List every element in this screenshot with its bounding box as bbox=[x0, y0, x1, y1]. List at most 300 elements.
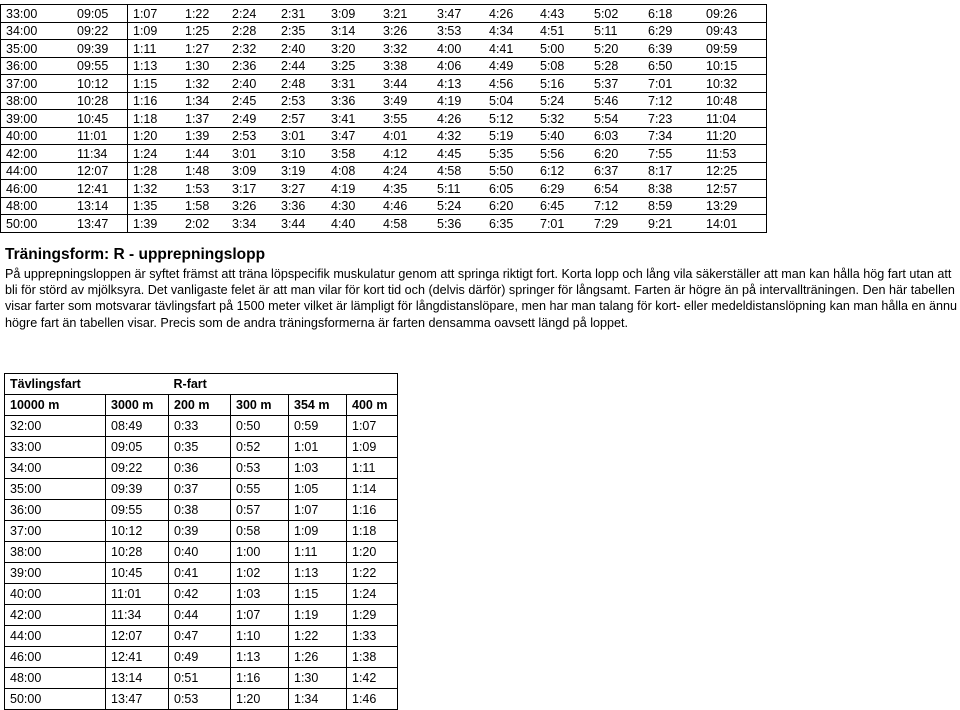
table-cell: 5:02 bbox=[589, 5, 643, 23]
table-cell: 0:55 bbox=[231, 479, 289, 500]
table-row bbox=[1, 40, 767, 58]
col-header-10000m: 10000 m bbox=[5, 395, 106, 416]
table-cell: 3:53 bbox=[432, 22, 484, 40]
table-cell: 6:50 bbox=[643, 57, 701, 75]
table-cell: 4:26 bbox=[484, 5, 535, 23]
table-cell: 4:43 bbox=[535, 5, 589, 23]
table-cell: 1:32 bbox=[180, 75, 227, 93]
table-cell: 1:07 bbox=[128, 5, 181, 23]
table-cell: 0:47 bbox=[169, 626, 231, 647]
table-cell: 4:34 bbox=[484, 22, 535, 40]
table-cell: 6:35 bbox=[484, 215, 535, 233]
table-cell: 3:27 bbox=[276, 180, 326, 198]
table-cell: 4:46 bbox=[378, 197, 432, 215]
table-cell: 0:41 bbox=[169, 563, 231, 584]
table-cell: 1:42 bbox=[347, 668, 398, 689]
table-cell: 1:09 bbox=[289, 521, 347, 542]
table-cell: 6:39 bbox=[643, 40, 701, 58]
table-cell: 0:38 bbox=[169, 500, 231, 521]
table-cell: 1:13 bbox=[289, 563, 347, 584]
col-header-200m: 200 m bbox=[169, 395, 231, 416]
table-cell: 1:28 bbox=[128, 162, 181, 180]
table-row bbox=[1, 197, 767, 215]
table-cell: 33:00 bbox=[1, 5, 73, 23]
table-cell: 2:40 bbox=[276, 40, 326, 58]
table-cell: 1:09 bbox=[347, 437, 398, 458]
table-cell: 3:01 bbox=[227, 145, 276, 163]
table-cell: 08:49 bbox=[106, 416, 169, 437]
table-cell: 2:40 bbox=[227, 75, 276, 93]
table-row bbox=[5, 584, 398, 605]
table-row bbox=[1, 145, 767, 163]
table-cell: 3:17 bbox=[227, 180, 276, 198]
table-cell: 4:12 bbox=[378, 145, 432, 163]
table-cell: 3:01 bbox=[276, 127, 326, 145]
table-cell: 1:37 bbox=[180, 110, 227, 128]
table-cell: 10:45 bbox=[72, 110, 128, 128]
table-cell: 2:35 bbox=[276, 22, 326, 40]
table-cell: 14:01 bbox=[701, 215, 767, 233]
table-cell: 5:35 bbox=[484, 145, 535, 163]
table-cell: 0:36 bbox=[169, 458, 231, 479]
table-cell: 1:22 bbox=[347, 563, 398, 584]
table-cell: 10:45 bbox=[106, 563, 169, 584]
table-cell: 13:47 bbox=[72, 215, 128, 233]
table-cell: 1:58 bbox=[180, 197, 227, 215]
table-cell: 35:00 bbox=[5, 479, 106, 500]
table-cell: 5:50 bbox=[484, 162, 535, 180]
table-cell: 1:35 bbox=[128, 197, 181, 215]
table-cell: 1:01 bbox=[289, 437, 347, 458]
table-cell: 3:47 bbox=[326, 127, 378, 145]
table-cell: 1:29 bbox=[347, 605, 398, 626]
table-cell: 11:53 bbox=[701, 145, 767, 163]
table-cell: 44:00 bbox=[1, 162, 73, 180]
table-cell: 4:26 bbox=[432, 110, 484, 128]
table-cell: 3:25 bbox=[326, 57, 378, 75]
table-cell: 4:40 bbox=[326, 215, 378, 233]
table-cell: 50:00 bbox=[5, 689, 106, 710]
table-cell: 1:14 bbox=[347, 479, 398, 500]
table-cell: 48:00 bbox=[5, 668, 106, 689]
table-cell: 39:00 bbox=[5, 563, 106, 584]
table-cell: 36:00 bbox=[5, 500, 106, 521]
table-cell: 3:09 bbox=[227, 162, 276, 180]
table-cell: 7:29 bbox=[589, 215, 643, 233]
table-cell: 2:44 bbox=[276, 57, 326, 75]
table-cell: 1:22 bbox=[180, 5, 227, 23]
table-cell: 37:00 bbox=[5, 521, 106, 542]
table-cell: 7:55 bbox=[643, 145, 701, 163]
table-cell: 1:34 bbox=[289, 689, 347, 710]
table-cell: 3:36 bbox=[276, 197, 326, 215]
table-cell: 11:20 bbox=[701, 127, 767, 145]
table-cell: 5:11 bbox=[589, 22, 643, 40]
table-cell: 5:54 bbox=[589, 110, 643, 128]
section-body bbox=[5, 266, 960, 331]
table-cell: 37:00 bbox=[1, 75, 73, 93]
table-cell: 7:23 bbox=[643, 110, 701, 128]
table-cell: 4:30 bbox=[326, 197, 378, 215]
table-cell: 8:38 bbox=[643, 180, 701, 198]
table-row bbox=[5, 416, 398, 437]
table-cell: 6:37 bbox=[589, 162, 643, 180]
table-cell: 12:25 bbox=[701, 162, 767, 180]
table-cell: 1:26 bbox=[289, 647, 347, 668]
table-row bbox=[5, 626, 398, 647]
table-cell: 48:00 bbox=[1, 197, 73, 215]
table-cell: 0:58 bbox=[231, 521, 289, 542]
pace-table-body bbox=[1, 5, 767, 233]
table-cell: 1:16 bbox=[347, 500, 398, 521]
table-cell: 3:44 bbox=[378, 75, 432, 93]
table-cell: 7:34 bbox=[643, 127, 701, 145]
table-cell: 2:02 bbox=[180, 215, 227, 233]
table-cell: 7:01 bbox=[535, 215, 589, 233]
table-cell: 3:38 bbox=[378, 57, 432, 75]
table-cell: 0:33 bbox=[169, 416, 231, 437]
table-cell: 3:26 bbox=[227, 197, 276, 215]
table-cell: 50:00 bbox=[1, 215, 73, 233]
table-cell: 5:08 bbox=[535, 57, 589, 75]
table-cell: 1:18 bbox=[128, 110, 181, 128]
table-cell: 3:26 bbox=[378, 22, 432, 40]
table-cell: 09:39 bbox=[106, 479, 169, 500]
table-row bbox=[1, 5, 767, 23]
table-cell: 1:46 bbox=[347, 689, 398, 710]
table-cell: 12:07 bbox=[72, 162, 128, 180]
table-cell: 09:26 bbox=[701, 5, 767, 23]
table-cell: 3:41 bbox=[326, 110, 378, 128]
table-cell: 2:36 bbox=[227, 57, 276, 75]
table-cell: 11:01 bbox=[72, 127, 128, 145]
table-cell: 0:44 bbox=[169, 605, 231, 626]
table-cell: 0:57 bbox=[231, 500, 289, 521]
table-cell: 6:18 bbox=[643, 5, 701, 23]
table-cell: 10:12 bbox=[72, 75, 128, 93]
table-cell: 5:28 bbox=[589, 57, 643, 75]
table-cell: 1:39 bbox=[128, 215, 181, 233]
table-cell: 3:49 bbox=[378, 92, 432, 110]
table-cell: 1:48 bbox=[180, 162, 227, 180]
table-cell: 44:00 bbox=[5, 626, 106, 647]
table-cell: 4:51 bbox=[535, 22, 589, 40]
table-cell: 0:53 bbox=[231, 458, 289, 479]
table-cell: 4:45 bbox=[432, 145, 484, 163]
table-cell: 39:00 bbox=[1, 110, 73, 128]
table-cell: 40:00 bbox=[1, 127, 73, 145]
table-cell: 3:34 bbox=[227, 215, 276, 233]
table-cell: 0:37 bbox=[169, 479, 231, 500]
table-cell: 5:56 bbox=[535, 145, 589, 163]
table-cell: 1:07 bbox=[231, 605, 289, 626]
table-cell: 1:03 bbox=[289, 458, 347, 479]
table-cell: 12:57 bbox=[701, 180, 767, 198]
table-cell: 8:59 bbox=[643, 197, 701, 215]
table-cell: 2:53 bbox=[276, 92, 326, 110]
table-cell: 0:42 bbox=[169, 584, 231, 605]
table-cell: 42:00 bbox=[5, 605, 106, 626]
table-cell: 5:46 bbox=[589, 92, 643, 110]
table-cell: 12:41 bbox=[72, 180, 128, 198]
table-cell: 4:49 bbox=[484, 57, 535, 75]
table-cell: 5:37 bbox=[589, 75, 643, 93]
table-row bbox=[5, 521, 398, 542]
table-cell: 3:36 bbox=[326, 92, 378, 110]
table-cell: 4:58 bbox=[378, 215, 432, 233]
table-cell: 2:57 bbox=[276, 110, 326, 128]
table-cell: 5:19 bbox=[484, 127, 535, 145]
table-cell: 09:05 bbox=[72, 5, 128, 23]
table-cell: 1:11 bbox=[347, 458, 398, 479]
table-cell: 6:45 bbox=[535, 197, 589, 215]
table-cell: 1:25 bbox=[180, 22, 227, 40]
table-cell: 1:39 bbox=[180, 127, 227, 145]
table-cell: 3:31 bbox=[326, 75, 378, 93]
table-cell: 2:24 bbox=[227, 5, 276, 23]
table-cell: 1:11 bbox=[128, 40, 181, 58]
r-pace-table bbox=[4, 373, 398, 710]
table-cell: 10:12 bbox=[106, 521, 169, 542]
table-cell: 3:21 bbox=[378, 5, 432, 23]
table-cell: 10:15 bbox=[701, 57, 767, 75]
table-cell: 3:10 bbox=[276, 145, 326, 163]
table-cell: 1:07 bbox=[347, 416, 398, 437]
table-cell: 4:06 bbox=[432, 57, 484, 75]
table-cell: 1:44 bbox=[180, 145, 227, 163]
column-header-row bbox=[5, 395, 398, 416]
table-cell: 4:24 bbox=[378, 162, 432, 180]
table-cell: 6:05 bbox=[484, 180, 535, 198]
table-cell: 0:50 bbox=[231, 416, 289, 437]
table-cell: 3:58 bbox=[326, 145, 378, 163]
table-row bbox=[1, 22, 767, 40]
table-cell: 1:24 bbox=[128, 145, 181, 163]
table-cell: 3:55 bbox=[378, 110, 432, 128]
table-row bbox=[5, 542, 398, 563]
pace-table-continued bbox=[0, 4, 767, 233]
table-cell: 09:22 bbox=[106, 458, 169, 479]
table-cell: 38:00 bbox=[1, 92, 73, 110]
r-pace-group-header: R-fart bbox=[169, 374, 398, 395]
table-cell: 09:55 bbox=[106, 500, 169, 521]
table-cell: 42:00 bbox=[1, 145, 73, 163]
table-cell: 6:12 bbox=[535, 162, 589, 180]
table-cell: 2:49 bbox=[227, 110, 276, 128]
section-paragraph: På upprepningsloppen är syftet främst att träna löpspecifik muskulatur genom att springa riktigt fort. Korta lopp och lång vila säkerställer att man kan hålla hög fart utan att bli för störd av mjölksyra. Det vanligaste felet är att man vilar för kort tid och (delvis därför) springer för långsamt. Farten är högre än på intervallträningen. Den här tabellen visar farter som motsvarar tävlingsfart på 1500 meter vilket är lämpligt för långdistanslöpare, men har man talang för kort- eller medeldistanslöpning kan man hålla en ännu högre fart än tabellen visar. Precis som de andra träningsformerna är farten densamma oavsett längd på loppet. bbox=[5, 267, 957, 330]
table-cell: 5:00 bbox=[535, 40, 589, 58]
table-cell: 4:32 bbox=[432, 127, 484, 145]
table-row bbox=[5, 689, 398, 710]
table-cell: 6:29 bbox=[535, 180, 589, 198]
table-cell: 1:00 bbox=[231, 542, 289, 563]
race-pace-group-header: Tävlingsfart bbox=[5, 374, 169, 395]
table-cell: 4:56 bbox=[484, 75, 535, 93]
table-cell: 09:39 bbox=[72, 40, 128, 58]
table-cell: 1:24 bbox=[347, 584, 398, 605]
table-cell: 5:24 bbox=[535, 92, 589, 110]
table-cell: 9:21 bbox=[643, 215, 701, 233]
table-row bbox=[1, 215, 767, 233]
table-cell: 11:01 bbox=[106, 584, 169, 605]
table-cell: 1:27 bbox=[180, 40, 227, 58]
col-header-300m: 300 m bbox=[231, 395, 289, 416]
table-cell: 0:39 bbox=[169, 521, 231, 542]
table-cell: 6:54 bbox=[589, 180, 643, 198]
table-cell: 13:14 bbox=[72, 197, 128, 215]
table-cell: 1:32 bbox=[128, 180, 181, 198]
table-cell: 1:03 bbox=[231, 584, 289, 605]
table-cell: 5:12 bbox=[484, 110, 535, 128]
table-cell: 1:13 bbox=[231, 647, 289, 668]
table-cell: 38:00 bbox=[5, 542, 106, 563]
table-cell: 1:33 bbox=[347, 626, 398, 647]
table-cell: 32:00 bbox=[5, 416, 106, 437]
table-cell: 46:00 bbox=[1, 180, 73, 198]
table-cell: 13:14 bbox=[106, 668, 169, 689]
table-cell: 34:00 bbox=[5, 458, 106, 479]
table-row bbox=[5, 605, 398, 626]
table-row bbox=[1, 57, 767, 75]
section-title: Träningsform: R - upprepningslopp bbox=[5, 246, 266, 263]
table-cell: 1:13 bbox=[128, 57, 181, 75]
table-cell: 09:43 bbox=[701, 22, 767, 40]
table-cell: 11:34 bbox=[106, 605, 169, 626]
table-cell: 1:30 bbox=[289, 668, 347, 689]
table-cell: 1:19 bbox=[289, 605, 347, 626]
table-cell: 13:29 bbox=[701, 197, 767, 215]
table-cell: 5:24 bbox=[432, 197, 484, 215]
table-row bbox=[5, 458, 398, 479]
table-cell: 6:20 bbox=[589, 145, 643, 163]
table-cell: 5:40 bbox=[535, 127, 589, 145]
table-cell: 1:20 bbox=[128, 127, 181, 145]
table-cell: 40:00 bbox=[5, 584, 106, 605]
table-cell: 4:19 bbox=[432, 92, 484, 110]
table-cell: 33:00 bbox=[5, 437, 106, 458]
table-cell: 12:07 bbox=[106, 626, 169, 647]
table-cell: 09:59 bbox=[701, 40, 767, 58]
table-cell: 13:47 bbox=[106, 689, 169, 710]
table-cell: 34:00 bbox=[1, 22, 73, 40]
table-cell: 12:41 bbox=[106, 647, 169, 668]
table-cell: 0:53 bbox=[169, 689, 231, 710]
table-cell: 5:11 bbox=[432, 180, 484, 198]
table-cell: 11:04 bbox=[701, 110, 767, 128]
table-cell: 4:58 bbox=[432, 162, 484, 180]
table-cell: 2:28 bbox=[227, 22, 276, 40]
table-cell: 35:00 bbox=[1, 40, 73, 58]
table-cell: 5:04 bbox=[484, 92, 535, 110]
table-cell: 6:20 bbox=[484, 197, 535, 215]
table-cell: 4:35 bbox=[378, 180, 432, 198]
table-cell: 0:52 bbox=[231, 437, 289, 458]
table-cell: 09:05 bbox=[106, 437, 169, 458]
table-cell: 0:49 bbox=[169, 647, 231, 668]
table-cell: 6:03 bbox=[589, 127, 643, 145]
table-cell: 1:09 bbox=[128, 22, 181, 40]
table-row bbox=[5, 479, 398, 500]
table-cell: 1:05 bbox=[289, 479, 347, 500]
table-cell: 1:02 bbox=[231, 563, 289, 584]
table-cell: 46:00 bbox=[5, 647, 106, 668]
table-cell: 4:13 bbox=[432, 75, 484, 93]
table-cell: 0:59 bbox=[289, 416, 347, 437]
col-header-400m: 400 m bbox=[347, 395, 398, 416]
table-cell: 36:00 bbox=[1, 57, 73, 75]
table-cell: 10:28 bbox=[72, 92, 128, 110]
table-cell: 4:00 bbox=[432, 40, 484, 58]
group-header-row bbox=[5, 374, 398, 395]
table-cell: 1:22 bbox=[289, 626, 347, 647]
table-row bbox=[1, 110, 767, 128]
table-cell: 10:32 bbox=[701, 75, 767, 93]
table-cell: 4:08 bbox=[326, 162, 378, 180]
table-cell: 1:38 bbox=[347, 647, 398, 668]
table-cell: 8:17 bbox=[643, 162, 701, 180]
table-cell: 4:19 bbox=[326, 180, 378, 198]
table-cell: 3:20 bbox=[326, 40, 378, 58]
table-cell: 1:20 bbox=[231, 689, 289, 710]
table-row bbox=[5, 500, 398, 521]
table-cell: 1:11 bbox=[289, 542, 347, 563]
table-cell: 0:51 bbox=[169, 668, 231, 689]
table-cell: 5:20 bbox=[589, 40, 643, 58]
table-cell: 1:34 bbox=[180, 92, 227, 110]
table-cell: 1:10 bbox=[231, 626, 289, 647]
r-pace-table-head bbox=[5, 374, 398, 416]
table-row bbox=[1, 92, 767, 110]
table-cell: 09:22 bbox=[72, 22, 128, 40]
table-cell: 0:35 bbox=[169, 437, 231, 458]
table-cell: 3:32 bbox=[378, 40, 432, 58]
table-cell: 3:19 bbox=[276, 162, 326, 180]
table-row bbox=[5, 668, 398, 689]
table-cell: 10:48 bbox=[701, 92, 767, 110]
table-cell: 2:45 bbox=[227, 92, 276, 110]
col-header-354m: 354 m bbox=[289, 395, 347, 416]
table-cell: 7:01 bbox=[643, 75, 701, 93]
table-cell: 3:09 bbox=[326, 5, 378, 23]
table-cell: 1:15 bbox=[289, 584, 347, 605]
table-cell: 5:16 bbox=[535, 75, 589, 93]
table-cell: 2:53 bbox=[227, 127, 276, 145]
table-cell: 3:44 bbox=[276, 215, 326, 233]
table-cell: 0:40 bbox=[169, 542, 231, 563]
table-cell: 3:14 bbox=[326, 22, 378, 40]
table-cell: 4:01 bbox=[378, 127, 432, 145]
table-row bbox=[1, 162, 767, 180]
table-cell: 1:18 bbox=[347, 521, 398, 542]
table-cell: 1:16 bbox=[128, 92, 181, 110]
table-cell: 6:29 bbox=[643, 22, 701, 40]
table-cell: 09:55 bbox=[72, 57, 128, 75]
table-row bbox=[1, 180, 767, 198]
table-cell: 1:07 bbox=[289, 500, 347, 521]
table-cell: 4:41 bbox=[484, 40, 535, 58]
r-pace-table-body bbox=[5, 416, 398, 710]
col-header-3000m: 3000 m bbox=[106, 395, 169, 416]
table-cell: 5:36 bbox=[432, 215, 484, 233]
table-cell: 2:48 bbox=[276, 75, 326, 93]
table-cell: 5:32 bbox=[535, 110, 589, 128]
table-cell: 1:20 bbox=[347, 542, 398, 563]
table-row bbox=[5, 563, 398, 584]
table-cell: 7:12 bbox=[643, 92, 701, 110]
table-cell: 1:16 bbox=[231, 668, 289, 689]
table-cell: 11:34 bbox=[72, 145, 128, 163]
table-row bbox=[1, 127, 767, 145]
